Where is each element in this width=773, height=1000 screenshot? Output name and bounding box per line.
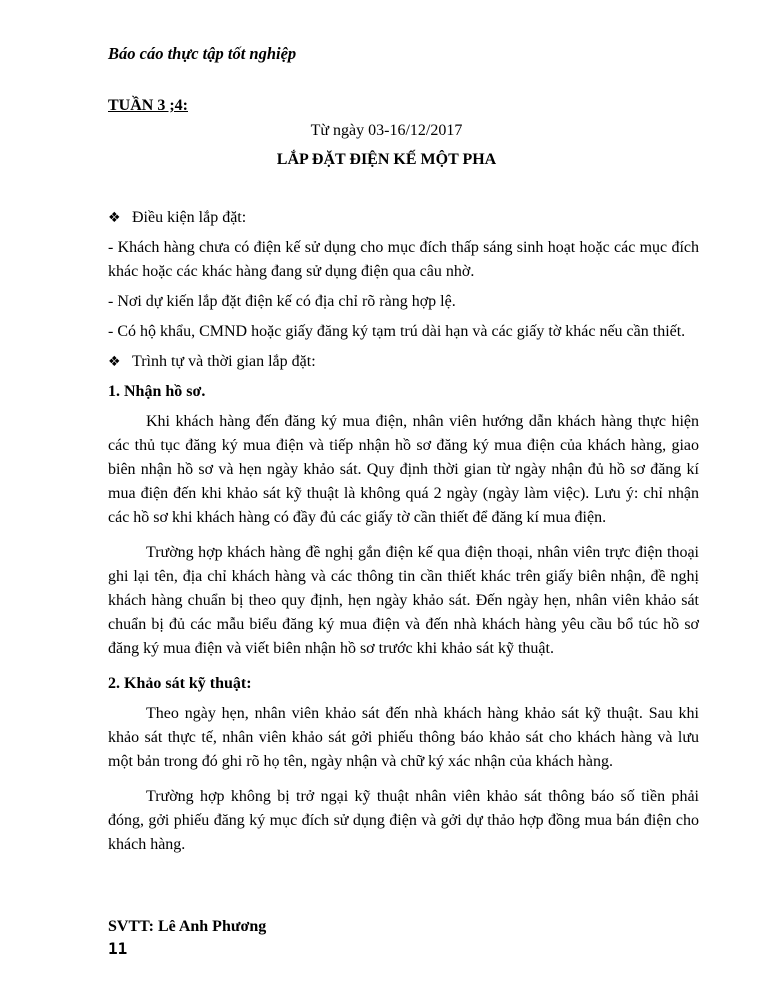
paragraph: Trường hợp không bị trở ngại kỹ thuật nhân viên khảo sát thông báo số tiền phải đóng, gởi phiếu đăng ký mục đích sử dụng điện và gởi dự thảo hợp đồng mua bán điện cho khách hàng. — [108, 788, 699, 853]
section-heading: 2. Khảo sát kỹ thuật: — [108, 675, 252, 692]
condition-item: - Có hộ khẩu, CMND hoặc giấy đăng ký tạm trú dài hạn và các giấy tờ khác nếu cần thiết. — [108, 323, 686, 340]
condition-item: - Nơi dự kiến lắp đặt điện kế có địa chỉ rõ ràng hợp lệ. — [108, 293, 456, 310]
procedure-bullet — [108, 350, 699, 374]
diamond-bullet-icon: ❖ — [108, 210, 121, 226]
paragraph: Khi khách hàng đến đăng ký mua điện, nhân viên hướng dẫn khách hàng thực hiện các thủ tục đăng ký mua điện và tiếp nhận hồ sơ đăng ký mua điện của khách hàng, giao biên nhận hồ sơ và hẹn ngày khảo sát. Quy định thời gian từ ngày nhận đủ hồ sơ đăng kí mua điện đến khi khảo sát kỹ thuật là không quá 2 ngày (ngày làm việc). Lưu ý: chỉ nhận các hồ sơ khi khách hàng có đầy đủ các giấy tờ cần thiết để đăng kí mua điện. — [108, 413, 699, 526]
section-heading: 1. Nhận hồ sơ. — [108, 383, 206, 400]
paragraph: Trường hợp khách hàng đề nghị gắn điện kế qua điện thoại, nhân viên trực điện thoại ghi lại tên, địa chỉ khách hàng và các thông tin cần thiết khác trên giấy biên nhận, đề nghị khách hàng chuẩn bị theo quy định, hẹn ngày khảo sát. Đến ngày hẹn, nhân viên khảo sát chuẩn bị đủ các mẫu biểu đăng ký mua điện và đến nhà khách hàng yêu cầu bổ túc hồ sơ đăng ký mua điện và viết biên nhận hồ sơ trước khi khảo sát kỹ thuật. — [108, 544, 699, 657]
body-content — [108, 206, 699, 868]
paragraph: Theo ngày hẹn, nhân viên khảo sát đến nhà khách hàng khảo sát kỹ thuật. Sau khi khảo sát thực tế, nhân viên khảo sát gởi phiếu thông báo khảo sát cho khách hàng và lưu một bản trong đó ghi rõ họ tên, ngày nhận và chữ ký xác nhận của khách hàng. — [108, 705, 699, 770]
condition-item: - Khách hàng chưa có điện kế sử dụng cho mục đích thấp sáng sinh hoạt hoặc các mục đích khác hoặc các khác hàng đang sử dụng điện qua câu nhờ. — [108, 239, 699, 280]
date-range: Từ ngày 03-16/12/2017 — [310, 122, 463, 139]
page-title: LẮP ĐẶT ĐIỆN KẾ MỘT PHA — [276, 151, 497, 168]
page-number: 11 — [108, 939, 128, 958]
student-name: SVTT: Lê Anh Phương — [108, 918, 267, 935]
procedure-heading: Trình tự và thời gian lắp đặt: — [132, 353, 316, 370]
conditions-bullet — [108, 206, 699, 230]
diamond-bullet-icon: ❖ — [108, 354, 121, 370]
conditions-heading: Điều kiện lắp đặt: — [132, 209, 247, 226]
running-header: Báo cáo thực tập tốt nghiệp — [108, 44, 297, 63]
week-label: TUẦN 3 ;4: — [108, 97, 188, 114]
